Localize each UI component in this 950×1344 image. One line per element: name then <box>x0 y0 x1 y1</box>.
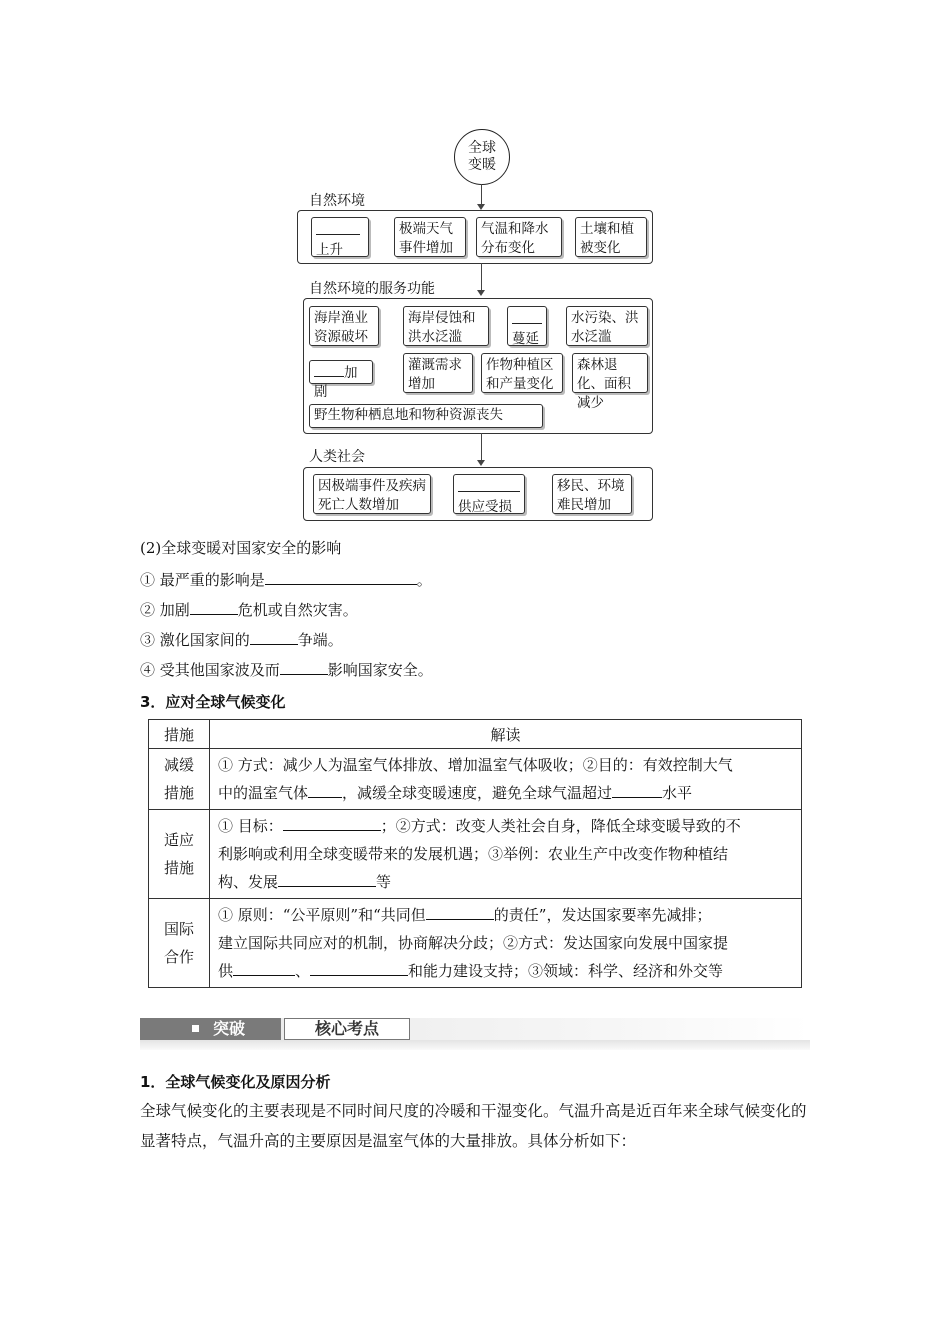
body-text: 的责任”，发达国家要率先减排； <box>493 906 712 924</box>
box-soil-vegetation: 土壤和植被变化 <box>575 217 647 257</box>
body-text: ；②方式：改变人类社会自身，降低全球变暖导致的不 <box>380 817 741 835</box>
box-irrigation: 灌溉需求增加 <box>403 353 473 393</box>
connector-line <box>481 263 482 291</box>
item-text: ③ 激化国家间的 <box>140 631 250 649</box>
box-water-pollution: 水污染、洪水泛滥 <box>566 306 648 346</box>
body-text: 中的温室气体 <box>218 784 309 802</box>
fill-blank[interactable] <box>280 660 328 675</box>
box-crop-area: 作物种植区和产量变化 <box>481 353 563 393</box>
box-disease-spread <box>507 306 547 346</box>
item-text: 。 <box>416 571 432 589</box>
body-text: 和能力建设支持；③领域：科学、经济和外交等 <box>408 962 724 980</box>
table-row <box>149 810 802 899</box>
fill-blank[interactable] <box>250 630 298 645</box>
box-fishery: 海岸渔业资源破坏 <box>309 306 379 346</box>
box-refugees: 移民、环境难民增加 <box>552 474 632 514</box>
body-text: 、 <box>295 962 311 980</box>
label-text: 适应措施 <box>163 831 194 877</box>
security-item-1 <box>140 569 432 590</box>
item-text: 争端。 <box>297 631 343 649</box>
banner-shadow <box>140 1040 810 1050</box>
fill-blank[interactable] <box>283 816 381 831</box>
item-text: 危机或自然灾害。 <box>237 601 358 619</box>
box-death-toll: 因极端事件及疾病死亡人数增加 <box>313 474 431 514</box>
row-body-adaptation <box>210 810 802 899</box>
security-item-4 <box>140 659 433 680</box>
table-header-row <box>149 720 802 749</box>
body-text: 利影响或利用全球变暖带来的发展机遇；③举例：农业生产中改变作物种植结 <box>218 845 729 863</box>
body-text: 水平 <box>662 784 693 802</box>
connector-line <box>481 433 482 461</box>
square-bullet-icon <box>192 1025 199 1032</box>
box-extreme-weather: 极端天气事件增加 <box>394 217 466 257</box>
security-item-3 <box>140 629 343 650</box>
fill-blank[interactable] <box>310 961 408 976</box>
table-row <box>149 899 802 988</box>
row-body-mitigation <box>210 749 802 810</box>
box-temp-precip: 气温和降水分布变化 <box>476 217 562 257</box>
row-body-cooperation <box>210 899 802 988</box>
box-label: 加剧 <box>314 365 358 400</box>
part1-title: 1．全球气候变化及原因分析 <box>140 1073 331 1091</box>
fill-blank <box>458 477 520 492</box>
section3-title: 3．应对全球气候变化 <box>140 693 286 711</box>
box-label: 蔓延 <box>512 331 539 347</box>
fill-blank[interactable] <box>308 783 342 798</box>
fill-blank <box>314 362 344 377</box>
header-interpretation: 解读 <box>210 720 802 749</box>
row-label-cooperation <box>149 899 210 988</box>
row-label-adaptation <box>149 810 210 899</box>
body-text: ① 方式：减少人为温室气体排放、增加温室气体吸收；②目的：有效控制大气 <box>218 756 733 774</box>
measures-table <box>148 719 802 988</box>
box-intensify <box>309 360 373 400</box>
banner-left-label: 突破 <box>213 1019 246 1038</box>
body-text: ，减缓全球变暖速度，避免全球气温超过 <box>342 784 613 802</box>
arrow-icon <box>477 460 485 466</box>
body-text: ① 目标： <box>218 817 283 835</box>
section-title-services: 自然环境的服务功能 <box>309 281 435 297</box>
fill-blank[interactable] <box>233 961 295 976</box>
item-text: ① 最严重的影响是 <box>140 571 265 589</box>
body-text: 供 <box>218 962 234 980</box>
box-supply-damage <box>453 474 525 514</box>
banner-right: 核心考点 <box>284 1018 410 1040</box>
item-text: ④ 受其他国家波及而 <box>140 661 280 679</box>
label-text: 减缓措施 <box>163 756 194 802</box>
box-sea-level <box>311 217 369 257</box>
arrow-icon <box>477 290 485 296</box>
fill-blank <box>512 309 542 324</box>
fill-blank[interactable] <box>612 783 662 798</box>
section-title-natural: 自然环境 <box>309 193 365 209</box>
box-habitat-loss: 野生物种栖息地和物种资源丧失 <box>309 404 543 428</box>
body-text: ① 原则：“公平原则”和“共同但 <box>218 906 426 924</box>
security-heading: (2)全球变暖对国家安全的影响 <box>140 539 342 557</box>
fill-blank[interactable] <box>265 570 417 585</box>
banner-left <box>140 1018 281 1040</box>
item-text: ② 加剧 <box>140 601 190 619</box>
box-coastal-erosion: 海岸侵蚀和洪水泛滥 <box>403 306 489 346</box>
fill-blank[interactable] <box>426 905 494 920</box>
fill-blank <box>316 220 360 235</box>
box-label: 上升 <box>316 242 343 258</box>
box-label: 供应受损 <box>458 499 512 515</box>
fill-blank[interactable] <box>190 600 238 615</box>
center-node-label: 全球变暖 <box>468 140 496 173</box>
fill-blank[interactable] <box>278 872 376 887</box>
security-item-2 <box>140 599 358 620</box>
row-label-mitigation <box>149 749 210 810</box>
label-text: 国际合作 <box>163 920 194 966</box>
table-row <box>149 749 802 810</box>
item-text: 影响国家安全。 <box>327 661 433 679</box>
center-node-global-warming <box>454 129 510 185</box>
header-measure: 措施 <box>149 720 210 749</box>
body-text: 等 <box>376 873 392 891</box>
box-forest-decline: 森林退化、面积减少 <box>572 353 648 393</box>
body-text: 建立国际共同应对的机制，协商解决分歧；②方式：发达国家向发展中国家提 <box>218 934 729 952</box>
part1-paragraph: 全球气候变化的主要表现是不同时间尺度的冷暖和干湿变化。气温升高是近百年来全球气候变化的显著特点，气温升高的主要原因是温室气体的大量排放。具体分析如下： <box>140 1102 807 1150</box>
connector-line <box>481 184 482 204</box>
body-text: 构、发展 <box>218 873 279 891</box>
section-title-society: 人类社会 <box>309 449 365 465</box>
